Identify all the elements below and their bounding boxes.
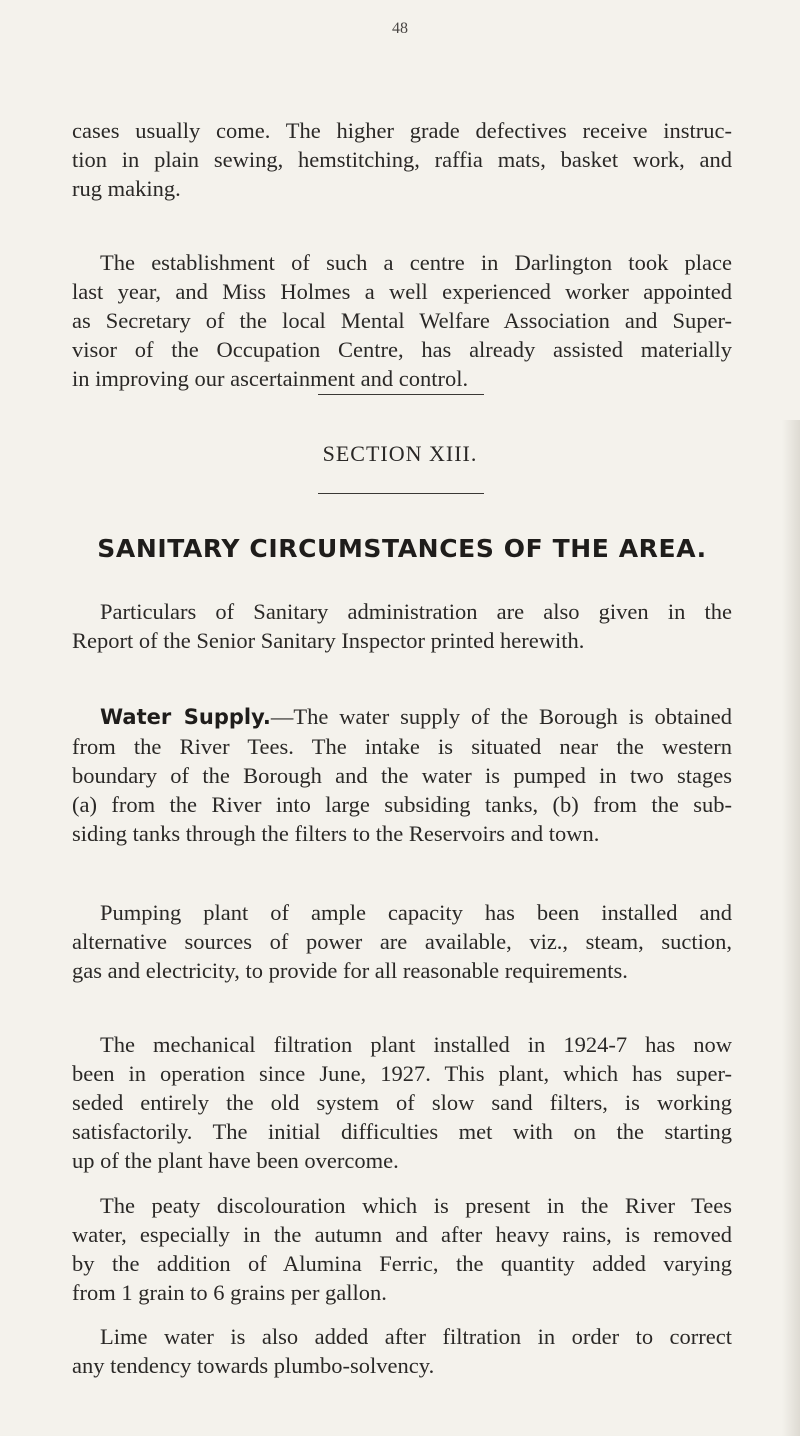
text-line: last year, and Miss Holmes a well experienced worker appointed (72, 279, 732, 304)
text-line: tion in plain sewing, hemstitching, raffia mats, basket work, and (72, 147, 732, 172)
text-line: up of the plant have been overcome. (72, 1148, 399, 1173)
text-line: from 1 grain to 6 grains per gallon. (72, 1280, 387, 1305)
text-line: from the River Tees. The intake is situated near the western (72, 734, 732, 759)
text-line: Lime water is also added after filtration in order to correct (100, 1324, 732, 1349)
water-supply-heading: Water Supply. (100, 705, 271, 729)
text-line: alternative sources of power are available, viz., steam, suction, (72, 929, 732, 954)
section-divider-bottom (318, 493, 484, 494)
text-line (72, 702, 732, 732)
text-line: The establishment of such a centre in Darlington took place (100, 250, 732, 275)
paragraph-water-supply (72, 702, 732, 848)
text-line: gas and electricity, to provide for all reasonable requirements. (72, 958, 628, 983)
text-line: (a) from the River into large subsiding tanks, (b) from the sub- (72, 792, 732, 817)
text-line: siding tanks through the filters to the Reservoirs and town. (72, 821, 600, 846)
page-edge-shadow (782, 420, 800, 1436)
text-line: cases usually come. The higher grade defectives receive instruc- (72, 118, 732, 143)
text-line: visor of the Occupation Centre, has already assisted materially (72, 337, 732, 362)
paragraph-pumping-plant (72, 898, 732, 985)
text-line: satisfactorily. The initial difficulties met with on the starting (72, 1119, 732, 1144)
text-line: seded entirely the old system of slow sand filters, is working (72, 1090, 732, 1115)
paragraph-darlington-centre (72, 248, 732, 393)
text-line: as Secretary of the local Mental Welfare Association and Super- (72, 308, 732, 333)
text-line: boundary of the Borough and the water is pumped in two stages (72, 763, 732, 788)
text-line: Report of the Senior Sanitary Inspector printed herewith. (72, 628, 585, 653)
text-line: by the addition of Alumina Ferric, the quantity added varying (72, 1251, 732, 1276)
section-title: SANITARY CIRCUMSTANCES OF THE AREA. (97, 534, 707, 563)
water-supply-first-line: —The water supply of the Borough is obtained (270, 704, 732, 729)
text-line: in improving our ascertainment and control. (72, 366, 469, 391)
paragraph-peaty-discolouration (72, 1191, 732, 1307)
text-line: Pumping plant of ample capacity has been installed and (100, 900, 732, 925)
page-number: 48 (392, 20, 408, 37)
text-line: The mechanical filtration plant installed in 1924-7 has now (100, 1032, 732, 1057)
text-line: The peaty discolouration which is present in the River Tees (100, 1193, 732, 1218)
paragraph-filtration-plant (72, 1030, 732, 1175)
paragraph-lime-water (72, 1322, 732, 1380)
text-line: any tendency towards plumbo-solvency. (72, 1353, 435, 1378)
paragraph-occupation-instruction (72, 116, 732, 203)
section-divider-top (318, 394, 484, 395)
text-line: rug making. (72, 176, 181, 201)
section-number: SECTION XIII. (322, 441, 478, 466)
text-line: Particulars of Sanitary administration are also given in the (100, 599, 732, 624)
text-line: water, especially in the autumn and after heavy rains, is removed (72, 1222, 732, 1247)
paragraph-sanitary-particulars (72, 597, 732, 655)
text-line: been in operation since June, 1927. This plant, which has super- (72, 1061, 732, 1086)
